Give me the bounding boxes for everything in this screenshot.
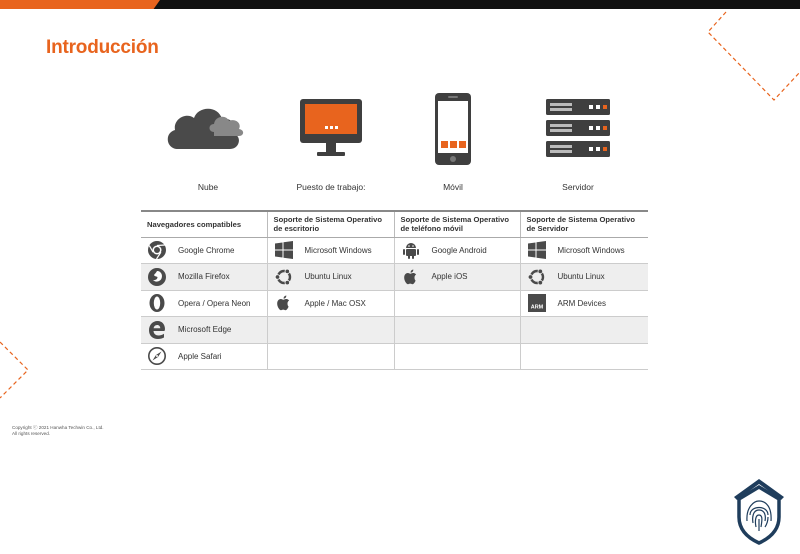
table-cell xyxy=(267,264,394,291)
corner-decoration-top-right xyxy=(700,8,800,103)
safari-icon xyxy=(147,346,167,366)
table-cell xyxy=(520,317,648,344)
header-browsers: Navegadores compatibles xyxy=(141,211,267,237)
table-header-row xyxy=(141,211,648,237)
table-cell xyxy=(141,343,267,370)
table-cell xyxy=(267,317,394,344)
firefox-icon xyxy=(147,267,167,287)
browser-name: Mozilla Firefox xyxy=(178,272,230,282)
table-cell xyxy=(141,290,267,317)
category-cloud xyxy=(148,56,268,196)
os-name: ARM Devices xyxy=(557,298,606,308)
os-name: Microsoft Windows xyxy=(557,245,625,255)
header-server-os: Soporte de Sistema Operativo de Servidor xyxy=(520,211,648,237)
table-cell xyxy=(267,343,394,370)
table-cell xyxy=(394,343,520,370)
table-cell xyxy=(520,264,648,291)
header-desktop-os: Soporte de Sistema Operativo de escritorio xyxy=(267,211,394,237)
table-cell xyxy=(394,264,520,291)
rights-line: All rights reserved. xyxy=(12,431,51,437)
monitor-icon xyxy=(299,98,363,160)
table-row xyxy=(141,343,648,370)
table-row xyxy=(141,264,648,291)
table-cell xyxy=(141,264,267,291)
browser-name: Google Chrome xyxy=(178,245,235,255)
browser-name: Opera / Opera Neon xyxy=(178,298,251,308)
chrome-icon xyxy=(147,240,167,260)
browser-name: Microsoft Edge xyxy=(178,325,232,335)
table-cell xyxy=(394,317,520,344)
os-name: Apple / Mac OSX xyxy=(304,298,366,308)
windows-icon xyxy=(527,240,547,260)
category-label: Nube xyxy=(197,182,219,192)
ubuntu-icon xyxy=(527,267,547,287)
table-cell xyxy=(520,343,648,370)
server-icon xyxy=(545,98,611,158)
cloud-icon xyxy=(164,102,252,152)
table-cell xyxy=(267,290,394,317)
table-cell xyxy=(394,290,520,317)
table-cell xyxy=(141,237,267,264)
apple-icon xyxy=(401,267,421,287)
os-name: Ubuntu Linux xyxy=(557,272,605,282)
category-workstation xyxy=(271,56,391,196)
edge-icon xyxy=(147,320,167,340)
compatibility-table xyxy=(141,210,648,370)
apple-icon xyxy=(274,293,294,313)
android-icon xyxy=(401,240,421,260)
corner-decoration-left xyxy=(0,340,34,402)
os-name: Google Android xyxy=(431,245,487,255)
os-name: Ubuntu Linux xyxy=(304,272,352,282)
fingerprint-shield-icon xyxy=(730,477,788,545)
header-mobile-os: Soporte de Sistema Operativo de teléfono móvil xyxy=(394,211,520,237)
opera-icon xyxy=(147,293,167,313)
table-cell xyxy=(141,317,267,344)
table-cell xyxy=(520,237,648,264)
category-label: Servidor xyxy=(562,182,594,192)
svg-text:ARM: ARM xyxy=(530,304,543,311)
table-cell xyxy=(394,237,520,264)
page-title: Introducción xyxy=(46,37,159,58)
category-label: Puesto de trabajo: xyxy=(296,182,366,192)
windows-icon xyxy=(274,240,294,260)
table-row xyxy=(141,290,648,317)
os-name: Apple iOS xyxy=(431,272,468,282)
arm-icon xyxy=(527,293,547,313)
top-bar-accent xyxy=(0,0,160,9)
ubuntu-icon xyxy=(274,267,294,287)
os-name: Microsoft Windows xyxy=(304,245,372,255)
browser-name: Apple Safari xyxy=(178,351,222,361)
table-cell xyxy=(267,237,394,264)
category-mobile xyxy=(393,56,513,196)
category-label: Móvil xyxy=(443,182,463,192)
table-row xyxy=(141,237,648,264)
smartphone-icon xyxy=(434,92,472,166)
category-server xyxy=(518,56,638,196)
table-row xyxy=(141,317,648,344)
copyright-footer xyxy=(12,425,104,437)
table-cell xyxy=(520,290,648,317)
copyright-line: Copyright ⓒ 2021 Hanwha Techwin Co., Ltd. xyxy=(12,425,104,430)
